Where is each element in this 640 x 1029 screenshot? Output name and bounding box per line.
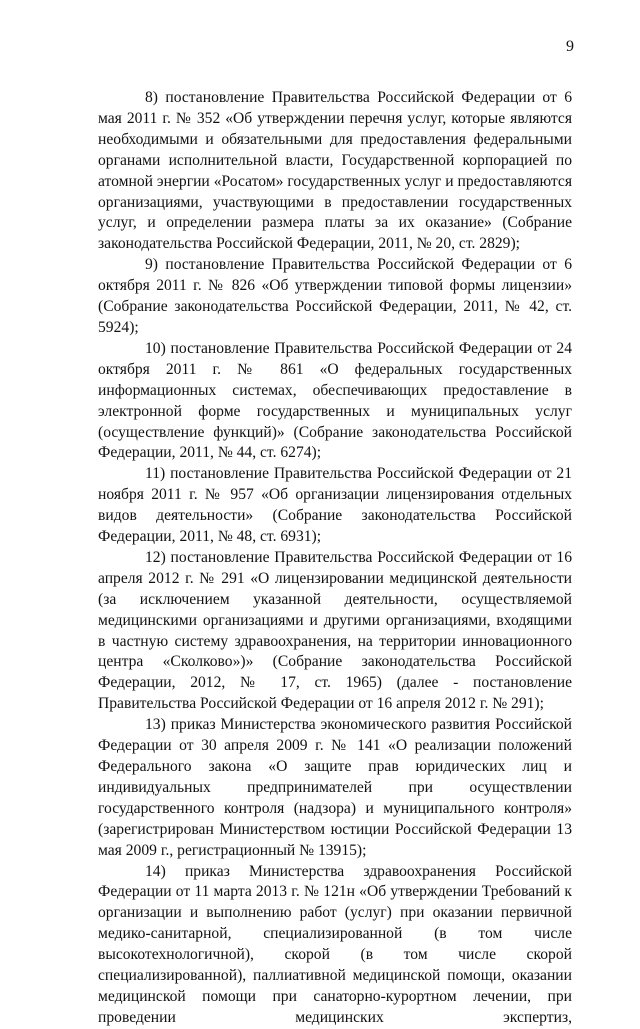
list-item: 11) постановление Правительства Российской Федерации от 21 ноября 2011 г. № 957 «Об организации лицензирования отдельных видов деятельности» (Собрание законодательства Российской Федерации, 2011, № 48, ст. 6931); xyxy=(98,465,572,546)
list-item: 13) приказ Министерства экономического развития Российской Федерации от 30 апреля 2009 г. № 141 «О реализации положений Федерального закона «О защите прав юридических лиц и индивидуальных предпринимателей при осуществлении государственного контроля (надзора) и муниципального контроля» (зарегистрирован Министерством юстиции Российской Федерации 13 мая 2009 г., регистрационный № 13915); xyxy=(98,716,572,859)
page-number: 9 xyxy=(566,38,574,55)
document-body xyxy=(98,88,572,1029)
list-item: 8) постановление Правительства Российской Федерации от 6 мая 2011 г. № 352 «Об утверждении перечня услуг, которые являются необходимыми и обязательными для предоставления федеральными органами исполнительной власти, Государственной корпорацией по атомной энергии «Росатом» государственных услуг и предоставляются организациями, участвующими в предоставлении государственных услуг, и определении размера платы за их оказание» (Собрание законодательства Российской Федерации, 2011, № 20, ст. 2829); xyxy=(98,89,572,253)
list-item: 9) постановление Правительства Российской Федерации от 6 октября 2011 г. № 826 «Об утверждении типовой формы лицензии» (Собрание законодательства Российской Федерации, 2011, № 42, ст. 5924); xyxy=(98,256,572,336)
list-item: 10) постановление Правительства Российской Федерации от 24 октября 2011 г. № 861 «О федеральных государственных информационных системах, обеспечивающих предоставление в электронной форме государственных и муниципальных услуг (осуществление функций)» (Собрание законодательства Российской Федерации, 2011, № 44, ст. 6274); xyxy=(98,339,572,462)
list-item: 14) приказ Министерства здравоохранения Российской Федерации от 11 марта 2013 г. № 121н «Об утверждении Требований к организации и выполнению работ (услуг) при оказании первичной медико-санитарной, специализированной (в том числе высокотехнологичной), скорой (в том числе скорой специализированной), паллиативной медицинской помощи, оказании медицинской помощи при санаторно-курортном лечении, при проведении медицинских экспертиз, xyxy=(98,862,572,1026)
list-item: 12) постановление Правительства Российской Федерации от 16 апреля 2012 г. № 291 «О лицензировании медицинской деятельности (за исключением указанной деятельности, осуществляемой медицинскими организациями и другими организациями, входящими в частную систему здравоохранения, на территории инновационного центра «Сколково»)» (Собрание законодательства Российской Федерации, 2012, № 17, ст. 1965) (далее - постановление Правительства Российской Федерации от 16 апреля 2012 г. № 291); xyxy=(98,548,572,713)
